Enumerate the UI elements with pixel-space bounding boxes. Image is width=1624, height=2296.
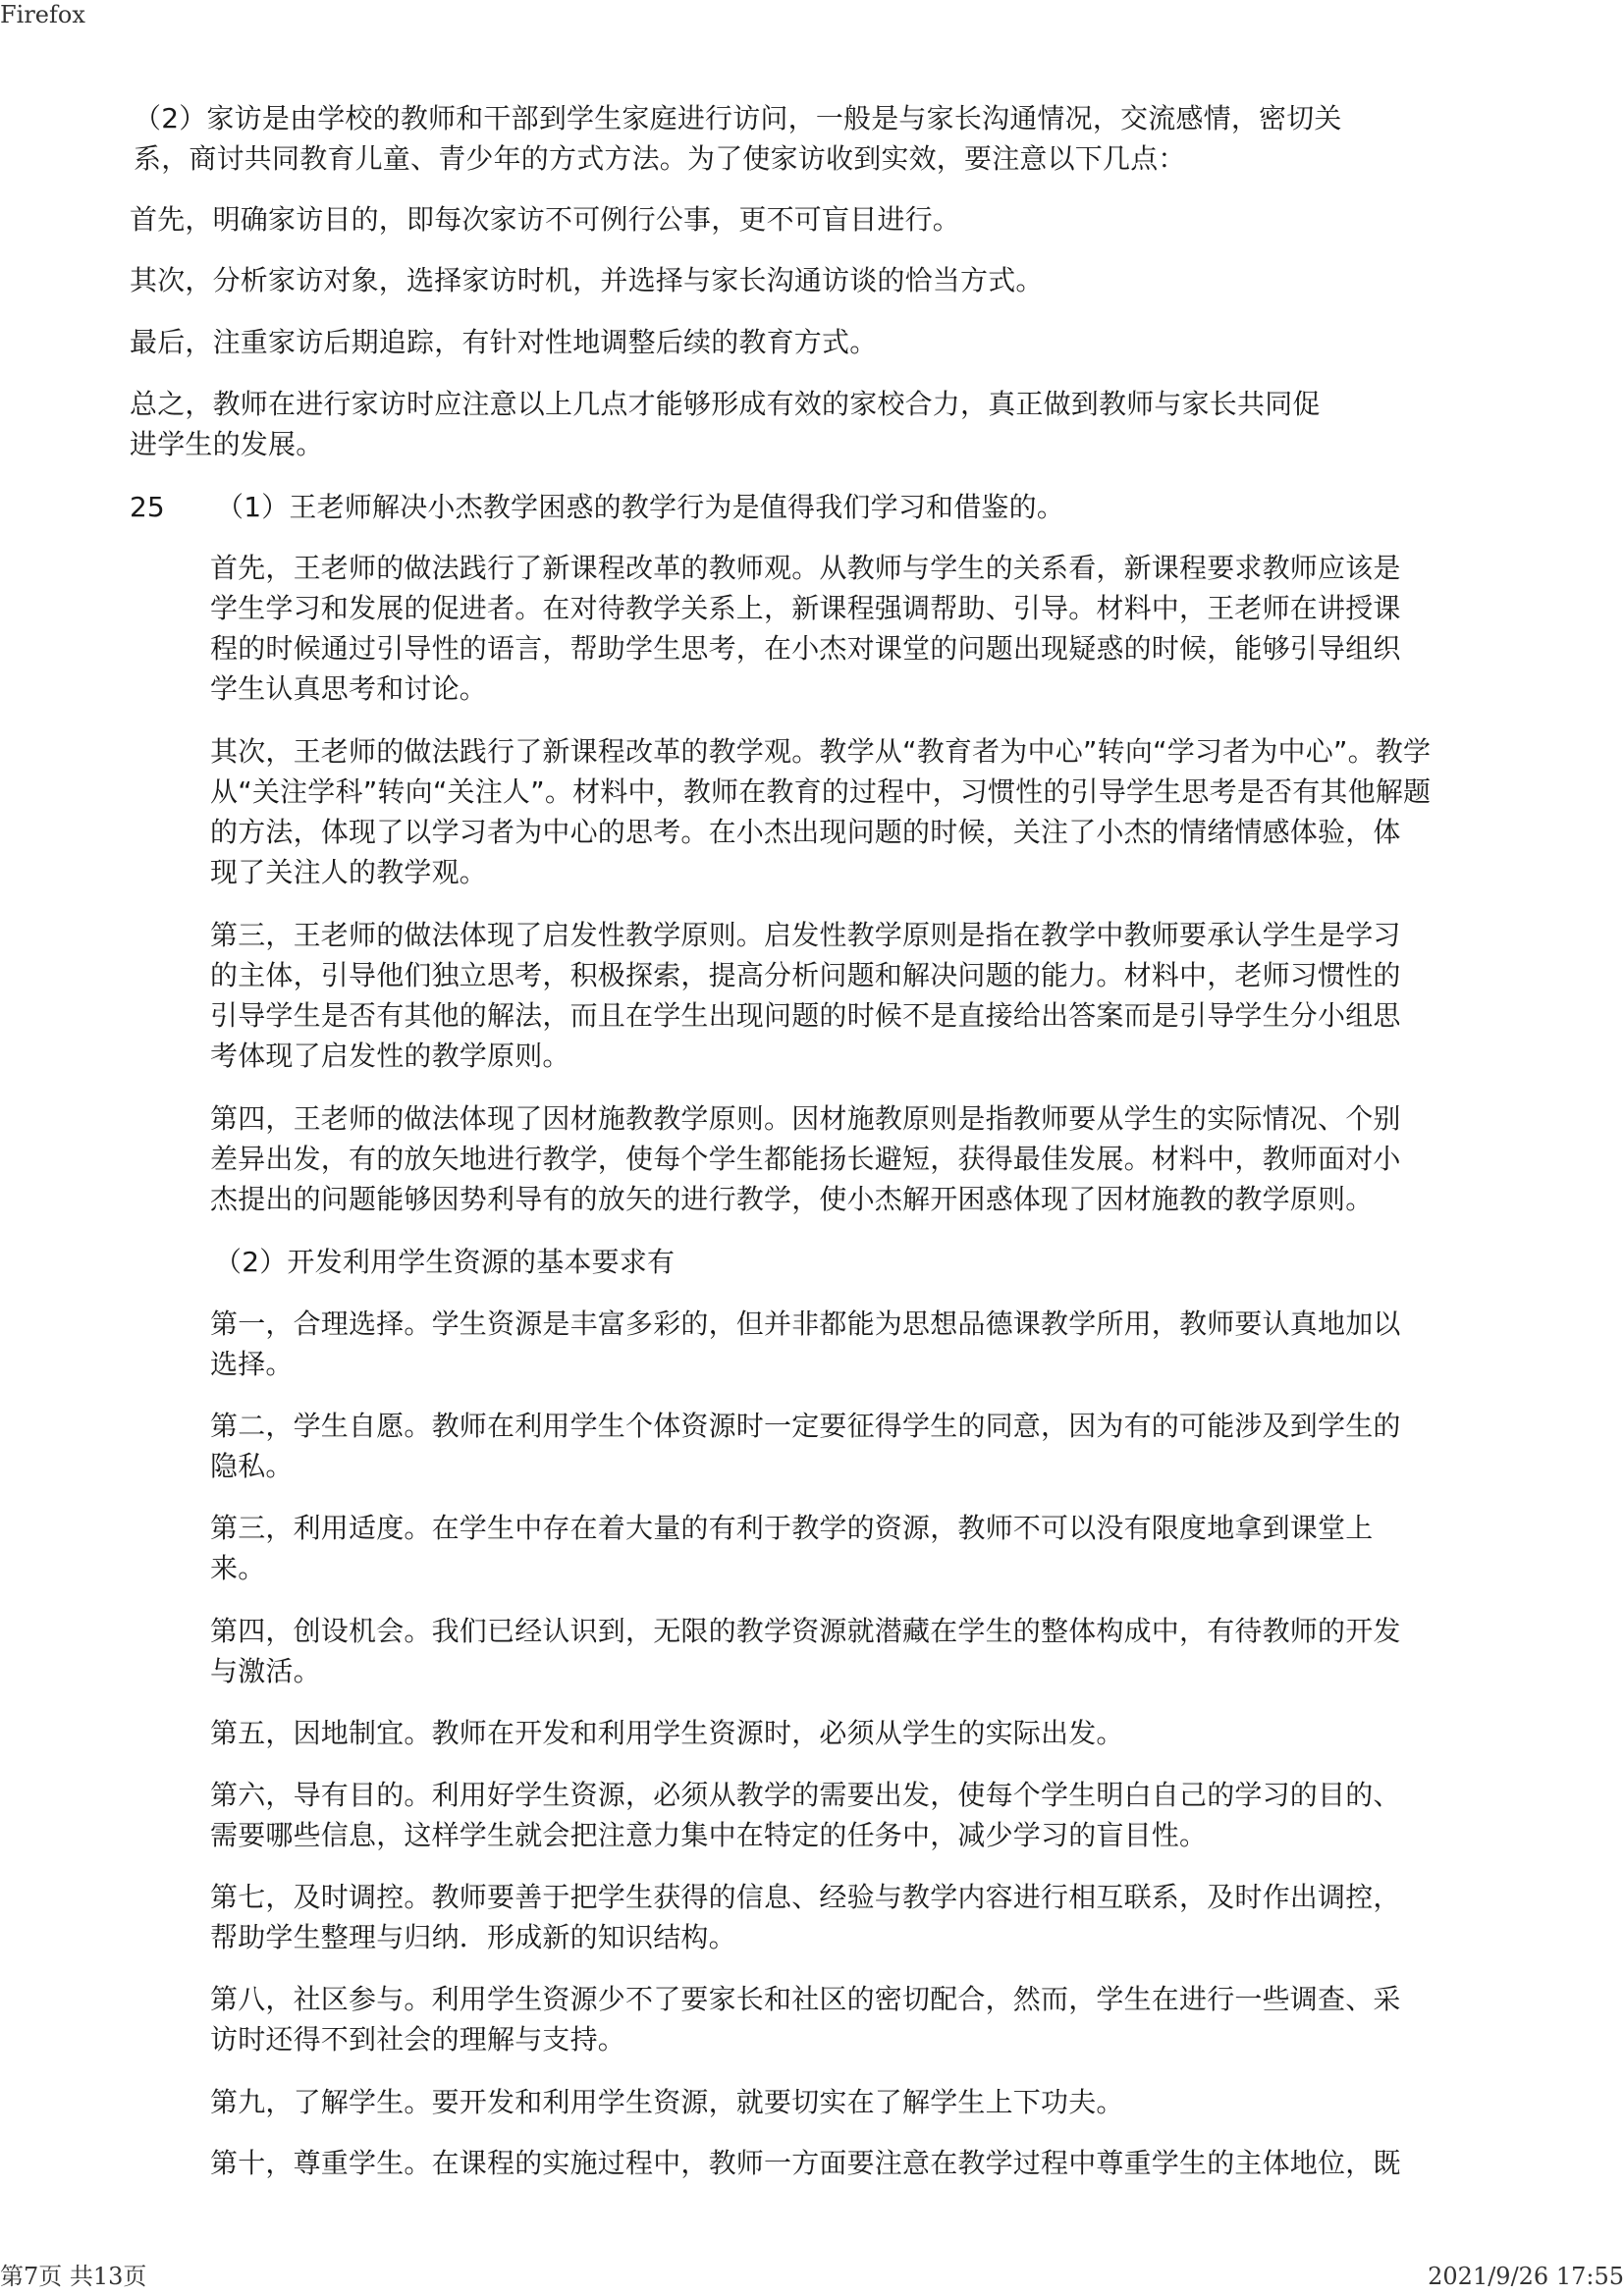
- text-line: 考体现了启发性的教学原则。: [210, 1040, 570, 1072]
- requirement-item: [210, 2143, 1401, 2183]
- text-line: 学生学习和发展的促进者。在对待教学关系上，新课程强调帮助、引导。材料中，王老师在讲授课: [210, 592, 1401, 624]
- print-header-app-name: Firefox: [0, 1, 85, 28]
- paragraph-teacher-view: [210, 548, 1401, 709]
- text-line: 需要哪些信息，这样学生就会把注意力集中在特定的任务中，减少学习的盲目性。: [210, 1819, 1208, 1851]
- text-line: 其次，分析家访对象，选择家访时机，并选择与家长沟通访谈的恰当方式。: [130, 264, 1044, 296]
- text-line: 访时还得不到社会的理解与支持。: [210, 2023, 626, 2056]
- text-line: 第四，创设机会。我们已经认识到，无限的教学资源就潜藏在学生的整体构成中，有待教师的开发: [210, 1615, 1401, 1647]
- text-line: 来。: [210, 1552, 266, 1584]
- paragraph-home-visit-last: [130, 322, 877, 362]
- text-line: （1）王老师解决小杰教学困惑的教学行为是值得我们学习和借鉴的。: [216, 491, 1065, 523]
- question-number: 25: [130, 491, 165, 523]
- text-line: 首先，明确家访目的，即每次家访不可例行公事，更不可盲目进行。: [130, 203, 961, 236]
- requirement-item: [210, 1304, 1401, 1384]
- text-line: 第十，尊重学生。在课程的实施过程中，教师一方面要注意在教学过程中尊重学生的主体地位，既: [210, 2147, 1401, 2179]
- text-line: 第二，学生自愿。教师在利用学生个体资源时一定要征得学生的同意，因为有的可能涉及到学生的: [210, 1410, 1401, 1442]
- text-line: 进学生的发展。: [130, 428, 324, 460]
- text-line: 从“关注学科”转向“关注人”。材料中，教师在教育的过程中，习惯性的引导学生思考是否有其他解题: [210, 775, 1432, 808]
- text-line: 杰提出的问题能够因势利导有的放矢的进行教学，使小杰解开困惑体现了因材施教的教学原则。: [210, 1183, 1374, 1215]
- paragraph-home-visit-first: [130, 199, 960, 240]
- text-line: 引导学生是否有其他的解法，而且在学生出现问题的时候不是直接给出答案而是引导学生分小组思: [210, 999, 1401, 1032]
- requirement-item: [210, 1877, 1401, 1957]
- requirement-item: [210, 1406, 1401, 1486]
- text-line: 第九，了解学生。要开发和利用学生资源，就要切实在了解学生上下功夫。: [210, 2086, 1124, 2118]
- text-line: 首先，王老师的做法践行了新课程改革的教师观。从教师与学生的关系看，新课程要求教师应该是: [210, 552, 1401, 584]
- paragraph-heuristic-principle: [210, 915, 1401, 1076]
- paragraph-home-visit-second: [130, 260, 1044, 300]
- text-line: （2）家访是由学校的教师和干部到学生家庭进行访问，一般是与家长沟通情况，交流感情，密切关: [134, 102, 1342, 134]
- text-line: 第七，及时调控。教师要善于把学生获得的信息、经验与教学内容进行相互联系，及时作出调控，: [210, 1881, 1401, 1913]
- question-25-part1-heading: [216, 487, 1064, 527]
- requirement-item: [210, 1611, 1401, 1691]
- text-line: 帮助学生整理与归纳．形成新的知识结构。: [210, 1921, 736, 1953]
- text-line: 第六，导有目的。利用好学生资源，必须从教学的需要出发，使每个学生明白自己的学习的目的、: [210, 1779, 1401, 1811]
- text-line: 第八，社区参与。利用学生资源少不了要家长和社区的密切配合，然而，学生在进行一些调查、采: [210, 1983, 1401, 2015]
- question-25-part2-heading: [214, 1242, 675, 1282]
- text-line: 第一，合理选择。学生资源是丰富多彩的，但并非都能为思想品德课教学所用，教师要认真地加以: [210, 1308, 1401, 1340]
- requirement-item: [210, 1713, 1124, 1753]
- text-line: 第五，因地制宜。教师在开发和利用学生资源时，必须从学生的实际出发。: [210, 1717, 1124, 1749]
- text-line: 第三，王老师的做法体现了启发性教学原则。启发性教学原则是指在教学中教师要承认学生是学习: [210, 919, 1401, 951]
- text-line: 总之，教师在进行家访时应注意以上几点才能够形成有效的家校合力，真正做到教师与家长共同促: [130, 388, 1321, 420]
- text-line: 最后，注重家访后期追踪，有针对性地调整后续的教育方式。: [130, 326, 878, 358]
- text-line: 学生认真思考和讨论。: [210, 672, 488, 705]
- requirement-item: [210, 1775, 1401, 1855]
- text-line: 系，商讨共同教育儿童、青少年的方式方法。为了使家访收到实效，要注意以下几点：: [134, 142, 1186, 175]
- print-footer-datetime: 2021/9/26 17:55: [1428, 2263, 1624, 2290]
- text-line: 其次，王老师的做法践行了新课程改革的教学观。教学从“教育者为中心”转向“学习者为中心”。教学: [210, 735, 1432, 768]
- requirement-item: [210, 1979, 1401, 2059]
- text-line: （2）开发利用学生资源的基本要求有: [214, 1246, 676, 1278]
- text-line: 的方法，体现了以学习者为中心的思考。在小杰出现问题的时候，关注了小杰的情绪情感体验，体: [210, 816, 1401, 848]
- paragraph-home-visit-summary: [130, 384, 1321, 464]
- paragraph-individualized-principle: [210, 1098, 1401, 1219]
- text-line: 第四，王老师的做法体现了因材施教教学原则。因材施教原则是指教师要从学生的实际情况、个别: [210, 1102, 1401, 1135]
- text-line: 选择。: [210, 1348, 294, 1380]
- text-line: 第三，利用适度。在学生中存在着大量的有利于教学的资源，教师不可以没有限度地拿到课堂上: [210, 1512, 1374, 1544]
- text-line: 现了关注人的教学观。: [210, 856, 488, 888]
- text-line: 的主体，引导他们独立思考，积极探索，提高分析问题和解决问题的能力。材料中，老师习惯性的: [210, 959, 1401, 991]
- text-line: 差异出发，有的放矢地进行教学，使每个学生都能扬长避短，获得最佳发展。材料中，教师面对小: [210, 1143, 1401, 1175]
- paragraph-teaching-view: [210, 731, 1431, 892]
- requirement-item: [210, 2082, 1124, 2122]
- text-line: 与激活。: [210, 1655, 321, 1687]
- requirement-item: [210, 1508, 1373, 1588]
- text-line: 程的时候通过引导性的语言，帮助学生思考，在小杰对课堂的问题出现疑惑的时候，能够引导组织: [210, 632, 1401, 665]
- print-footer-page-number: 第7页 共13页: [0, 2263, 147, 2290]
- paragraph-home-visit-intro: [130, 98, 1342, 179]
- text-line: 隐私。: [210, 1450, 294, 1482]
